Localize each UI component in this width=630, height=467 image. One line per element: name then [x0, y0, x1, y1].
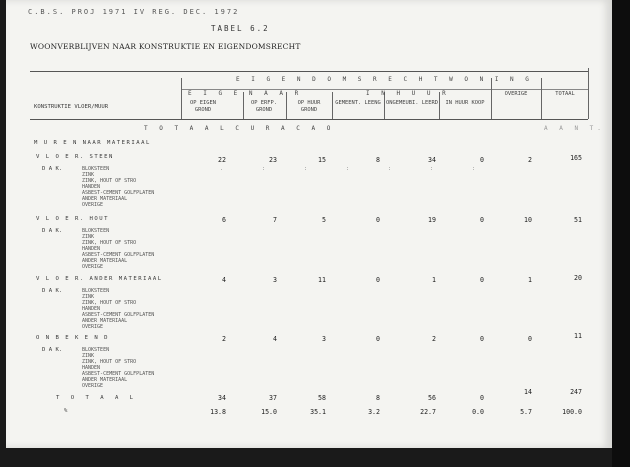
col-divider	[491, 78, 492, 119]
section-title-right: A A N T.	[544, 125, 605, 132]
cell-total: 11	[574, 332, 582, 340]
cell: 3	[273, 276, 277, 284]
cell: 0	[480, 335, 484, 343]
percent-cell: 15.0	[261, 408, 277, 416]
total-cell-grand: 247	[570, 388, 582, 396]
group-sublabel: D A K.	[42, 228, 63, 234]
cell-total: 20	[574, 274, 582, 282]
page-title: WOONVERBLIJVEN NAAR KONSTRUKTIE EN EIGENDOMSRECHT	[30, 42, 301, 51]
subgroup-owner: E I G E N A A R	[188, 90, 303, 97]
table-number: TABEL 6.2	[211, 24, 270, 33]
cell: 4	[273, 335, 277, 343]
group-label: V L O E R. STEEN	[36, 154, 114, 160]
col-divider	[332, 92, 333, 119]
cell: 4	[222, 276, 226, 284]
cell-total: 165	[570, 154, 582, 162]
header-rule-top	[30, 71, 588, 72]
cell: 2	[432, 335, 436, 343]
subgroup-rent: I N H U U R	[366, 90, 450, 97]
header-rule-bottom	[30, 119, 588, 120]
total-cell: 34	[218, 394, 226, 402]
cell: 0	[480, 156, 484, 164]
section-title: T O T A A L C U R A C A O	[144, 125, 335, 132]
percent-cell: 3.2	[368, 408, 380, 416]
subcounts: . : : : : : :	[220, 166, 476, 172]
col-rent-ground: OP HUUR GROND	[297, 100, 321, 113]
total-cell: 0	[480, 394, 484, 402]
material-list: BLOKSTEEN ZINK ZINK, HOUT OF STRO HANDEN ASBEST-CEMENT GOLFPLATEN ANDER MATERIAAL OVERIGE	[82, 166, 155, 208]
group-label: O N B E K E N D	[36, 335, 110, 341]
cell: 22	[218, 156, 226, 164]
cell: 1	[432, 276, 436, 284]
total-label: T O T A A L	[56, 395, 138, 401]
material-list: BLOKSTEEN ZINK ZINK, HOUT OF STRO HANDEN ASBEST-CEMENT GOLFPLATEN ANDER MATERIAAL OVERIGE	[82, 347, 155, 389]
cell: 2	[222, 335, 226, 343]
material-list: BLOKSTEEN ZINK ZINK, HOUT OF STRO HANDEN ASBEST-CEMENT GOLFPLATEN ANDER MATERIAAL OVERIGE	[82, 228, 155, 270]
cell: 11	[318, 276, 326, 284]
cell: 0	[528, 335, 532, 343]
scanner-edge	[612, 0, 630, 467]
col-divider	[588, 68, 589, 119]
cell: 34	[428, 156, 436, 164]
group-label: V L O E R. ANDER MATERIAAL	[36, 276, 163, 282]
row-header-label: KONSTRUKTIE VLOER/MUUR	[34, 104, 109, 110]
cell-total: 51	[574, 216, 582, 224]
cell: 0	[376, 276, 380, 284]
percent-cell: 22.7	[420, 408, 436, 416]
percent-cell: 0.0	[472, 408, 484, 416]
cell: 10	[524, 216, 532, 224]
col-leasehold: OP ERFP. GROND	[251, 100, 277, 113]
group-sublabel: D A K.	[42, 288, 63, 294]
col-unfurnished: ONGEMEUBI. LEERD	[386, 100, 438, 106]
walls-material-label: M U R E N NAAR MATERIAAL	[34, 140, 151, 146]
col-total: TOTAAL	[555, 91, 575, 97]
group-label: V L O E R. HOUT	[36, 216, 110, 222]
percent-cell-total: 100.0	[562, 408, 582, 416]
col-other: OVERIGE	[504, 91, 528, 97]
total-cell: 37	[269, 394, 277, 402]
col-divider	[181, 78, 182, 119]
col-own-ground: OP EIGEN GROND	[190, 100, 216, 113]
material-list: BLOKSTEEN ZINK ZINK, HOUT OF STRO HANDEN ASBEST-CEMENT GOLFPLATEN ANDER MATERIAAL OVERIGE	[82, 288, 155, 330]
col-divider	[541, 78, 542, 119]
percent-cell: 13.8	[210, 408, 226, 416]
group-sublabel: D A K.	[42, 347, 63, 353]
cell: 15	[318, 156, 326, 164]
cell: 1	[528, 276, 532, 284]
cell: 8	[376, 156, 380, 164]
cell: 7	[273, 216, 277, 224]
cell: 0	[480, 216, 484, 224]
total-cell: 56	[428, 394, 436, 402]
cell: 0	[376, 216, 380, 224]
cell: 5	[322, 216, 326, 224]
cell: 3	[322, 335, 326, 343]
group-header: E I G E N D O M S R E C H T W O N I N G	[236, 76, 533, 83]
scanned-page	[6, 0, 613, 448]
total-cell: 58	[318, 394, 326, 402]
percent-label: %	[64, 408, 68, 414]
percent-cell: 5.7	[520, 408, 532, 416]
cell: 0	[480, 276, 484, 284]
cell: 2	[528, 156, 532, 164]
cell: 19	[428, 216, 436, 224]
total-cell: 8	[376, 394, 380, 402]
group-sublabel: D A K.	[42, 166, 63, 172]
source-line: C.B.S. PROJ 1971 IV REG. DEC. 1972	[28, 8, 240, 16]
cell: 0	[376, 335, 380, 343]
total-cell: 14	[524, 388, 532, 396]
percent-cell: 35.1	[310, 408, 326, 416]
cell: 23	[269, 156, 277, 164]
cell: 6	[222, 216, 226, 224]
col-rent-purchase: IN HUUR KOOP	[445, 100, 485, 106]
col-municipal: GEMEENT. LEENG	[335, 100, 381, 106]
